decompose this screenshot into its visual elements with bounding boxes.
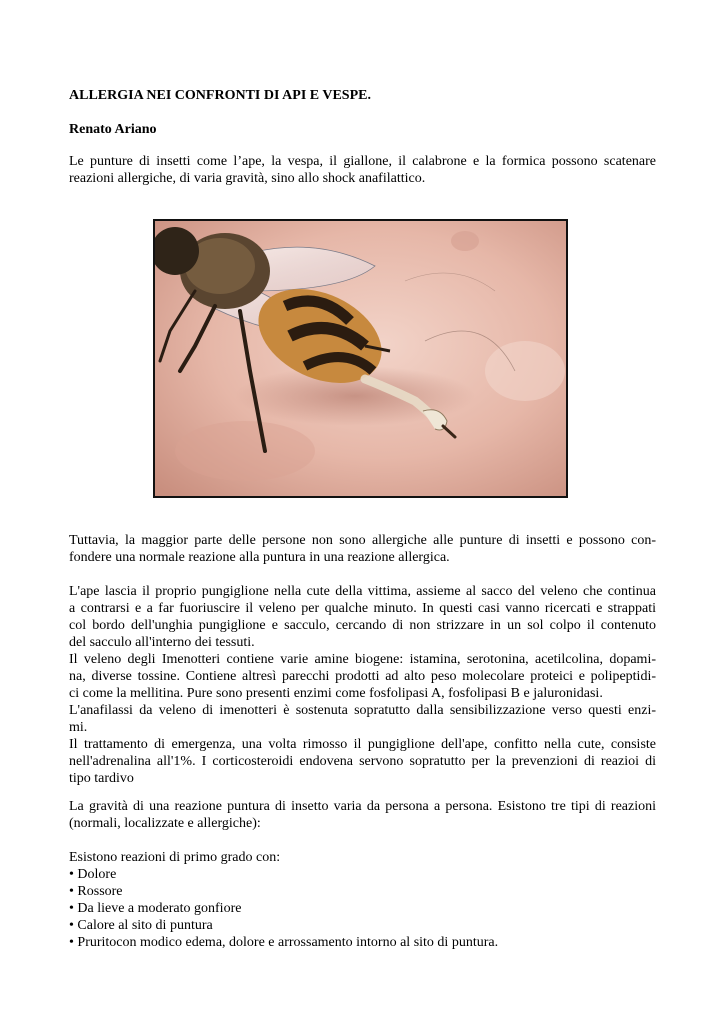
text-line: na, diverse tossine. Contiene altresì parecchi prodotti ad alto peso molecolare proteici e polipeptidi- <box>69 669 656 684</box>
text-line: Le punture di insetti come l’ape, la vespa, il giallone, il calabrone e la formica possono scatenare <box>69 154 656 169</box>
text-line: Il veleno degli Imenotteri contiene varie amine biogene: istamina, serotonina, acetilcolina, dopami- <box>69 652 656 667</box>
document-title: ALLERGIA NEI CONFRONTI DI API E VESPE. <box>69 88 371 103</box>
paragraph-4 <box>69 849 656 866</box>
text-line: Tuttavia, la maggior parte delle persone non sono allergiche alle punture di insetti e possono con- <box>69 533 656 548</box>
text-line: tipo tardivo <box>69 771 134 786</box>
text-line: (normali, localizzate e allergiche): <box>69 816 261 831</box>
text-line: ci come la mellitina. Pure sono presenti enzimi come fosfolipasi A, fosfolipasi B e jaluronidasi. <box>69 686 603 701</box>
text-line: La gravità di una reazione puntura di insetto varia da persona a persona. Esistono tre tipi di reazioni <box>69 799 656 814</box>
text-line: Il trattamento di emergenza, una volta rimosso il pungiglione dell'ape, confitto nella cute, consiste <box>69 737 656 752</box>
symptom-list <box>69 866 498 951</box>
list-item: • Pruritocon modico edema, dolore e arrossamento intorno al sito di puntura. <box>69 935 499 950</box>
bee-illustration <box>155 221 566 496</box>
text-line: mi. <box>69 720 88 735</box>
text-line: col bordo dell'unghia pungiglione e sacculo, cercando di non strizzare in un sol colpo il contenuto <box>69 618 656 633</box>
text-line: a contrarsi e a far fuoriuscire il veleno per qualche minuto. In questi casi vanno ricercati e strappati <box>69 601 656 616</box>
intro-paragraph <box>69 153 656 187</box>
paragraph-3 <box>69 798 656 832</box>
list-item: • Calore al sito di puntura <box>69 918 213 933</box>
text-line: L'ape lascia il proprio pungiglione nella cute della vittima, assieme al sacco del veleno che continua <box>69 584 656 599</box>
bee-sting-photo <box>153 219 568 498</box>
text-line: del sacculo all'interno dei tessuti. <box>69 635 255 650</box>
text-line: L'anafilassi da veleno di imenotteri è sostenuta sopratutto dalla sensibilizzazione verso questi enzi- <box>69 703 656 718</box>
paragraph-2 <box>69 583 656 787</box>
list-item: • Dolore <box>69 867 117 882</box>
list-item: • Da lieve a moderato gonfiore <box>69 901 242 916</box>
text-line: fondere una normale reazione alla puntura in una reazione allergica. <box>69 550 450 565</box>
paragraph-1 <box>69 532 656 566</box>
text-line: reazioni allergiche, di varia gravità, sino allo shock anafilattico. <box>69 171 426 186</box>
text-line: nell'adrenalina all'1%. I corticosteroidi endovena servono sopratutto per la prevenzioni di reazioi di <box>69 754 656 769</box>
text-line: Esistono reazioni di primo grado con: <box>69 850 281 865</box>
document-author: Renato Ariano <box>69 122 157 137</box>
list-item: • Rossore <box>69 884 123 899</box>
